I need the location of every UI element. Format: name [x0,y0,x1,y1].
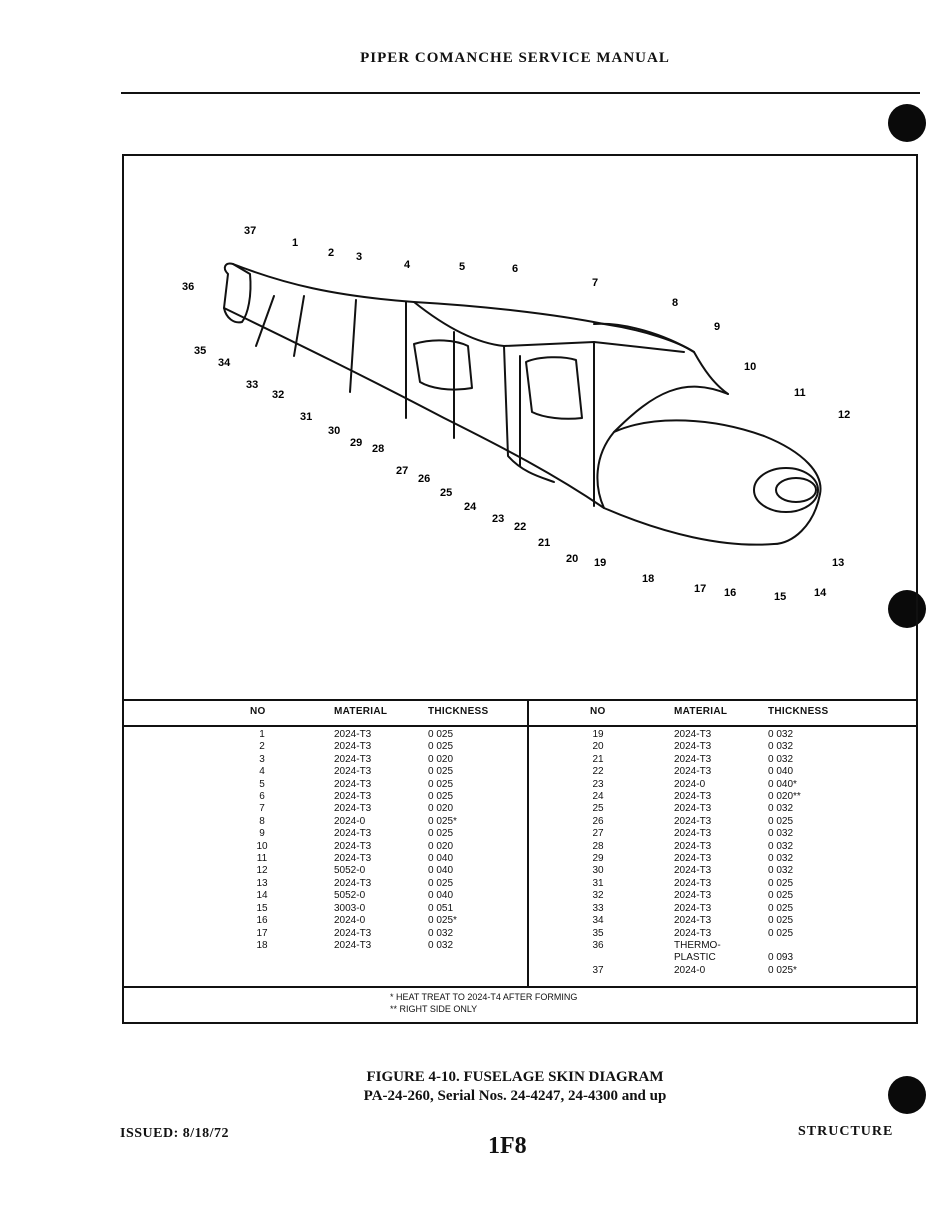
header-thickness-left: THICKNESS [428,706,489,717]
callout-7: 7 [592,277,599,289]
note-heat-treat: * HEAT TREAT TO 2024-T4 AFTER FORMING [390,992,578,1002]
header-material-left: MATERIAL [334,706,388,717]
callout-31: 31 [300,411,313,423]
page-number: 1F8 [488,1133,527,1159]
callout-37: 37 [244,225,257,237]
callout-16: 16 [724,587,737,599]
header-material-right: MATERIAL [674,706,728,717]
callout-5: 5 [459,261,466,273]
callout-15: 15 [774,591,787,603]
callout-3: 3 [356,251,363,263]
callout-32: 32 [272,389,285,401]
figure-caption [0,1068,950,1106]
header-thickness-right: THICKNESS [768,706,829,717]
caption-title: FIGURE 4-10. FUSELAGE SKIN DIAGRAM [366,1069,664,1085]
callout-24: 24 [464,501,477,513]
left-material-column: 2024-T3 2024-T3 2024-T3 2024-T3 2024-T3 2024-T3 2024-T3 2024-0 2024-T3 2024-T3 2024-T3 5052-0 2024-T3 5052-0 3003-0 2024-0 2024-T3 2024-T3 [334,729,372,951]
right-no-column: 19 20 21 22 23 24 25 26 27 28 29 30 31 32 33 34 35 36 37 [592,729,604,976]
binder-hole-top [888,104,926,142]
callout-6: 6 [512,263,519,275]
callout-1: 1 [292,237,299,249]
callout-8: 8 [672,297,679,309]
callout-13: 13 [832,557,845,569]
table-notes [390,991,577,1015]
callout-12: 12 [838,409,851,421]
callout-4: 4 [404,259,411,271]
callout-36: 36 [182,281,195,293]
right-material-column: 2024-T3 2024-T3 2024-T3 2024-T3 2024-0 2024-T3 2024-T3 2024-T3 2024-T3 2024-T3 2024-T3 2024-T3 2024-T3 2024-T3 2024-T3 2024-T3 2024-T3 THERMO- PLASTIC 2024-0 [674,729,721,976]
callout-10: 10 [744,361,757,373]
callout-23: 23 [492,513,505,525]
callout-18: 18 [642,573,655,585]
callout-33: 33 [246,379,259,391]
callout-14: 14 [814,587,827,599]
callout-11: 11 [794,387,806,399]
callout-29: 29 [350,437,363,449]
table-center-divider [527,701,529,988]
left-no-column: 1 2 3 4 5 6 7 8 9 10 11 12 13 14 15 16 17 18 [256,729,268,951]
manual-title: PIPER COMANCHE SERVICE MANUAL [360,50,670,66]
callout-26: 26 [418,473,431,485]
callout-17: 17 [694,583,707,595]
skin-material-table [122,699,918,1026]
callout-9: 9 [714,321,721,333]
section-name: STRUCTURE [798,1124,894,1139]
callout-2: 2 [328,247,335,259]
header-rule [121,92,920,94]
right-thickness-column: 0 032 0 032 0 032 0 040 0 040* 0 020** 0 032 0 025 0 032 0 032 0 032 0 032 0 025 0 025 0 025 0 025 0 025 0 093 0 025* [768,729,801,976]
header-no-right: NO [590,706,606,717]
callout-35: 35 [194,345,207,357]
left-thickness-column: 0 025 0 025 0 020 0 025 0 025 0 025 0 020 0 025* 0 025 0 020 0 040 0 040 0 025 0 040 0 051 0 025* 0 032 0 032 [428,729,457,951]
note-right-side: ** RIGHT SIDE ONLY [390,1004,478,1014]
table-notes-divider [122,986,918,988]
callout-25: 25 [440,487,453,499]
callout-27: 27 [396,465,409,477]
callout-28: 28 [372,443,385,455]
issued-date: ISSUED: 8/18/72 [120,1126,230,1141]
callout-34: 34 [218,357,231,369]
fuselage-skin-diagram [124,156,916,700]
callout-19: 19 [594,557,607,569]
header-no-left: NO [250,706,266,717]
caption-serials: PA-24-260, Serial Nos. 24-4247, 24-4300 and up [363,1088,667,1104]
callout-20: 20 [566,553,579,565]
callout-22: 22 [514,521,527,533]
callout-21: 21 [538,537,551,549]
callout-labels [182,225,850,603]
callout-30: 30 [328,425,341,437]
